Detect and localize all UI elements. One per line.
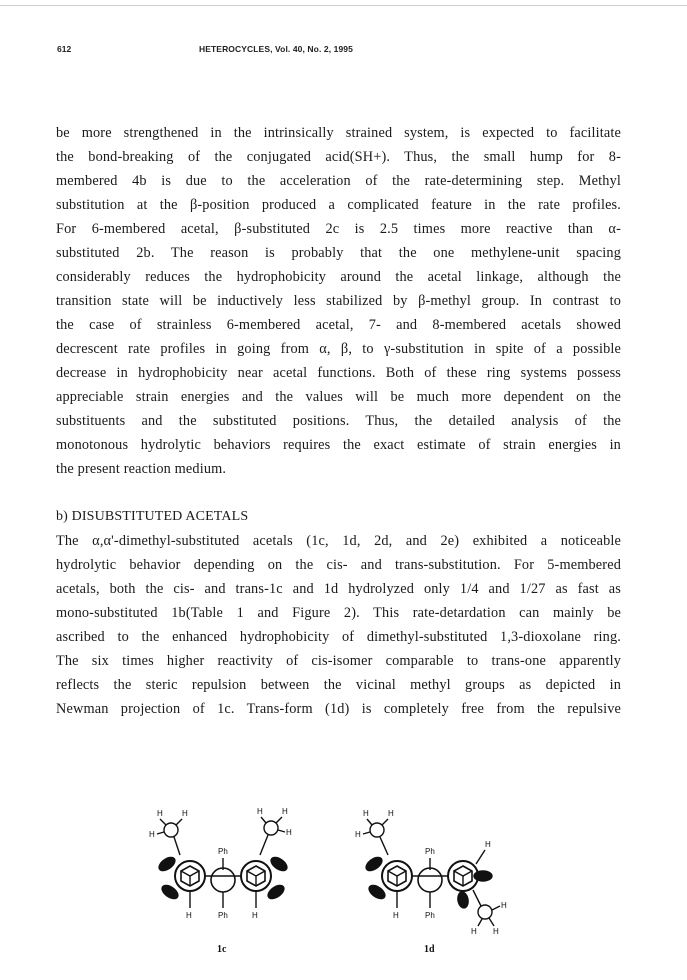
- atom-label-h: H: [363, 809, 369, 818]
- text-line: the case of strainless 6-membered acetal, 7- and 8-membered acetals showed: [56, 317, 621, 333]
- text-line: substitution at the β-position produced a complicated feature in the rate profiles.: [56, 197, 621, 213]
- atom-label-h: H: [493, 927, 499, 936]
- text-line: be more strengthened in the intrinsically strained system, is expected to facilitate: [56, 125, 621, 141]
- atom-label-h: H: [501, 901, 507, 910]
- atom-label-h: H: [182, 809, 188, 818]
- text-line: substituents and the substituted positions. Thus, the detailed analysis of the: [56, 413, 621, 429]
- lone-pair-lobe: [157, 855, 177, 874]
- methyl-circle: [478, 905, 492, 919]
- compound-label-1c: 1c: [217, 944, 227, 955]
- structure-1c: [157, 817, 289, 908]
- text-line: substituted 2b. The reason is probably that the one methylene-unit spacing: [56, 245, 621, 261]
- atom-label-ph: Ph: [218, 847, 228, 856]
- atom-label-ph: Ph: [425, 847, 435, 856]
- atom-label-h: H: [186, 911, 192, 920]
- text-line: The α,α'-dimethyl-substituted acetals (1c, 1d, 2d, and 2e) exhibited a noticeable: [56, 533, 621, 549]
- text-line: decrescent rate profiles in going from α, β, to γ-substitution in spite of a possible: [56, 341, 621, 357]
- atom-label-h: H: [471, 927, 477, 936]
- atom-label-h: H: [257, 807, 263, 816]
- atom-label-h: H: [286, 828, 292, 837]
- lone-pair-lobe: [364, 855, 384, 874]
- atom-label-h: H: [393, 911, 399, 920]
- text-line: membered 4b is due to the acceleration of the rate-determining step. Methyl: [56, 173, 621, 189]
- text-line: the bond-breaking of the conjugated acid(SH+). Thus, the small hump for 8-: [56, 149, 621, 165]
- lone-pair-lobe: [474, 871, 492, 881]
- text-line: acetals, both the cis- and trans-1c and 1d hydrolyzed only 1/4 and 1/27 as fast as: [56, 581, 621, 597]
- atom-label-h: H: [485, 840, 491, 849]
- atom-label-h: H: [252, 911, 258, 920]
- text-line: monotonous hydrolytic behaviors requires the exact estimate of strain energies in: [56, 437, 621, 453]
- text-line: appreciable strain energies and the values will be much more dependent on the: [56, 389, 621, 405]
- methyl-circle: [370, 823, 384, 837]
- atom-label-h: H: [355, 830, 361, 839]
- lone-pair-lobe: [269, 855, 289, 874]
- text-line: decrease in hydrophobicity near acetal functions. Both of these ring systems possess: [56, 365, 621, 381]
- methyl-circle: [264, 821, 278, 835]
- structure-1d: [363, 819, 500, 926]
- newman-projection-svg: [140, 800, 530, 980]
- paragraph-1: [56, 121, 621, 481]
- text-line: considerably reduces the hydrophobicity around the acetal linkage, although the: [56, 269, 621, 285]
- journal-citation: HETEROCYCLES, Vol. 40, No. 2, 1995: [199, 44, 353, 54]
- atom-label-h: H: [149, 830, 155, 839]
- section-heading: b) DISUBSTITUTED ACETALS: [56, 509, 249, 524]
- running-header: [57, 44, 617, 58]
- text-line: the present reaction medium.: [56, 461, 227, 477]
- atom-label-ph: Ph: [218, 911, 228, 920]
- atom-label-ph: Ph: [425, 911, 435, 920]
- atom-label-h: H: [282, 807, 288, 816]
- text-line: reflects the steric repulsion between the vicinal methyl groups as depicted in: [56, 677, 621, 693]
- text-line: For 6-membered acetal, β-substituted 2c is 2.5 times more reactive than α-: [56, 221, 621, 237]
- text-line: Newman projection of 1c. Trans-form (1d) is completely free from the repulsive: [56, 701, 621, 717]
- compound-label-1d: 1d: [424, 944, 435, 955]
- text-line: mono-substituted 1b(Table 1 and Figure 2). This rate-detardation can mainly be: [56, 605, 621, 621]
- text-line: ascribed to the enhanced hydrophobicity of dimethyl-substituted 1,3-dioxolane ring.: [56, 629, 621, 645]
- newman-projection-figure: [140, 800, 530, 980]
- lone-pair-lobe: [457, 891, 470, 908]
- methyl-circle: [164, 823, 178, 837]
- article-body: [56, 121, 621, 721]
- top-rule: [0, 5, 687, 6]
- dioxolane-ring: [211, 868, 235, 892]
- paragraph-2: [56, 529, 621, 721]
- atom-label-h: H: [388, 809, 394, 818]
- text-line: hydrolytic behavior depending on the cis- and trans-substitution. For 5-membered: [56, 557, 621, 573]
- atom-label-h: H: [157, 809, 163, 818]
- text-line: transition state will be inductively less stabilized by β-methyl group. In contrast to: [56, 293, 621, 309]
- page-number: 612: [57, 44, 72, 54]
- dioxolane-ring: [418, 868, 442, 892]
- text-line: The six times higher reactivity of cis-isomer comparable to trans-one apparently: [56, 653, 621, 669]
